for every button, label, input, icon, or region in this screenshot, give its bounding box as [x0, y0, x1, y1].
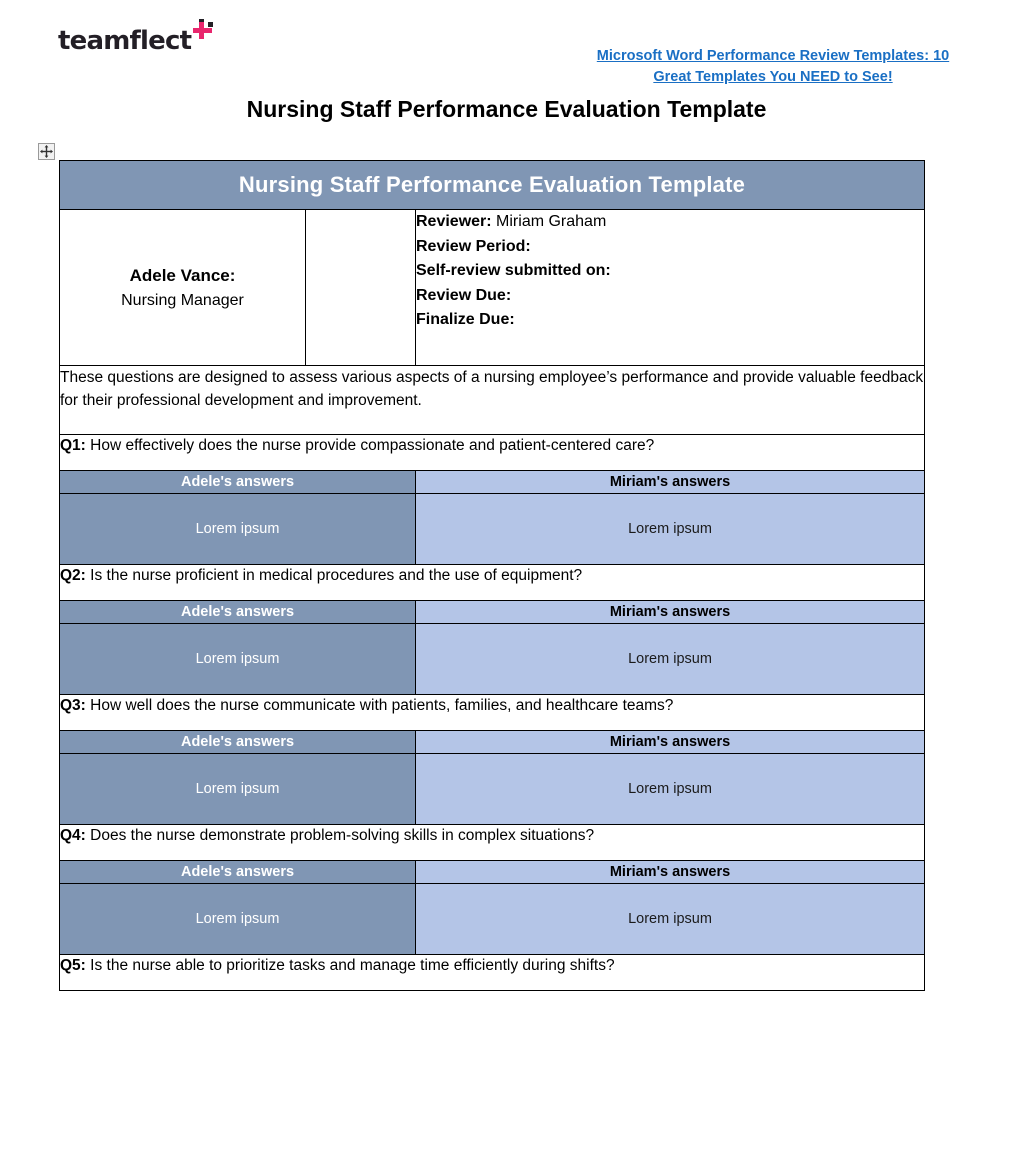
- answer-row: [60, 494, 925, 565]
- table-title-row: [60, 161, 925, 210]
- teamflect-logo: [58, 28, 214, 54]
- adele-answers-header: Adele's answers: [60, 601, 416, 624]
- question-row: [60, 955, 925, 991]
- page-title: Nursing Staff Performance Evaluation Template: [246, 96, 767, 122]
- question-number: Q5:: [60, 957, 86, 974]
- answer-header-row: [60, 731, 925, 754]
- self-review-line: [416, 259, 924, 284]
- description-text: These questions are designed to assess various aspects of a nursing employee’s performance and provide valuable feedback for their professional development and improvement.: [60, 366, 925, 435]
- question-text: Is the nurse able to prioritize tasks and manage time efficiently during shifts?: [90, 957, 615, 974]
- employee-info-row: [60, 210, 925, 366]
- question-cell: [60, 565, 925, 601]
- question-text: How well does the nurse communicate with patients, families, and healthcare teams?: [90, 697, 674, 714]
- question-text: How effectively does the nurse provide compassionate and patient-centered care?: [90, 437, 655, 454]
- miriam-answers-header: Miriam's answers: [416, 861, 925, 884]
- spacer-cell: [306, 210, 416, 366]
- finalize-due-label: Finalize Due:: [416, 311, 515, 328]
- question-cell: [60, 695, 925, 731]
- question-number: Q1:: [60, 437, 86, 454]
- plus-icon: [192, 19, 214, 41]
- answer-header-row: [60, 861, 925, 884]
- reviewer-value: Miriam Graham: [496, 213, 607, 230]
- employee-role: Nursing Manager: [121, 291, 244, 309]
- answer-header-row: [60, 471, 925, 494]
- answer-header-row: [60, 601, 925, 624]
- finalize-due-line: [416, 308, 924, 333]
- adele-answer-cell[interactable]: Lorem ipsum: [60, 494, 416, 565]
- question-cell: [60, 825, 925, 861]
- miriam-answer-cell[interactable]: Lorem ipsum: [416, 624, 925, 695]
- question-row: [60, 695, 925, 731]
- adele-answers-header: Adele's answers: [60, 731, 416, 754]
- miriam-answer-cell[interactable]: Lorem ipsum: [416, 494, 925, 565]
- question-text: Is the nurse proficient in medical procedures and the use of equipment?: [90, 567, 583, 584]
- question-row: [60, 435, 925, 471]
- review-period-label: Review Period:: [416, 237, 531, 255]
- employee-cell: [60, 210, 306, 366]
- question-text: Does the nurse demonstrate problem-solving skills in complex situations?: [90, 827, 595, 844]
- self-review-label: Self-review submitted on:: [416, 262, 611, 279]
- question-cell: [60, 435, 925, 471]
- promo-link[interactable]: Microsoft Word Performance Review Templates: 10 Great Templates You NEED to See!: [596, 48, 950, 85]
- question-row: [60, 825, 925, 861]
- question-number: Q4:: [60, 827, 86, 844]
- review-period-line: [416, 235, 924, 260]
- adele-answers-header: Adele's answers: [60, 861, 416, 884]
- question-cell: [60, 955, 925, 991]
- description-row: [60, 366, 925, 435]
- question-number: Q2:: [60, 567, 86, 584]
- miriam-answer-cell[interactable]: Lorem ipsum: [416, 754, 925, 825]
- question-number: Q3:: [60, 697, 86, 714]
- miriam-answer-cell[interactable]: Lorem ipsum: [416, 884, 925, 955]
- miriam-answers-header: Miriam's answers: [416, 601, 925, 624]
- miriam-answers-header: Miriam's answers: [416, 471, 925, 494]
- table-move-handle-icon[interactable]: [38, 143, 55, 160]
- page-header: [0, 0, 1013, 95]
- brand-wordmark: teamflect: [58, 26, 192, 56]
- answer-row: [60, 754, 925, 825]
- adele-answer-cell[interactable]: Lorem ipsum: [60, 624, 416, 695]
- adele-answers-header: Adele's answers: [60, 471, 416, 494]
- miriam-answers-header: Miriam's answers: [416, 731, 925, 754]
- review-due-line: [416, 284, 924, 309]
- evaluation-table: [59, 160, 925, 991]
- table-title: Nursing Staff Performance Evaluation Template: [60, 161, 925, 210]
- review-meta-cell: [416, 210, 925, 366]
- reviewer-label: Reviewer:: [416, 213, 492, 230]
- answer-row: [60, 884, 925, 955]
- question-row: [60, 565, 925, 601]
- reviewer-line: [416, 210, 924, 235]
- adele-answer-cell[interactable]: Lorem ipsum: [60, 884, 416, 955]
- adele-answer-cell[interactable]: Lorem ipsum: [60, 754, 416, 825]
- answer-row: [60, 624, 925, 695]
- employee-name: Adele Vance:: [129, 265, 236, 285]
- review-due-label: Review Due:: [416, 286, 512, 304]
